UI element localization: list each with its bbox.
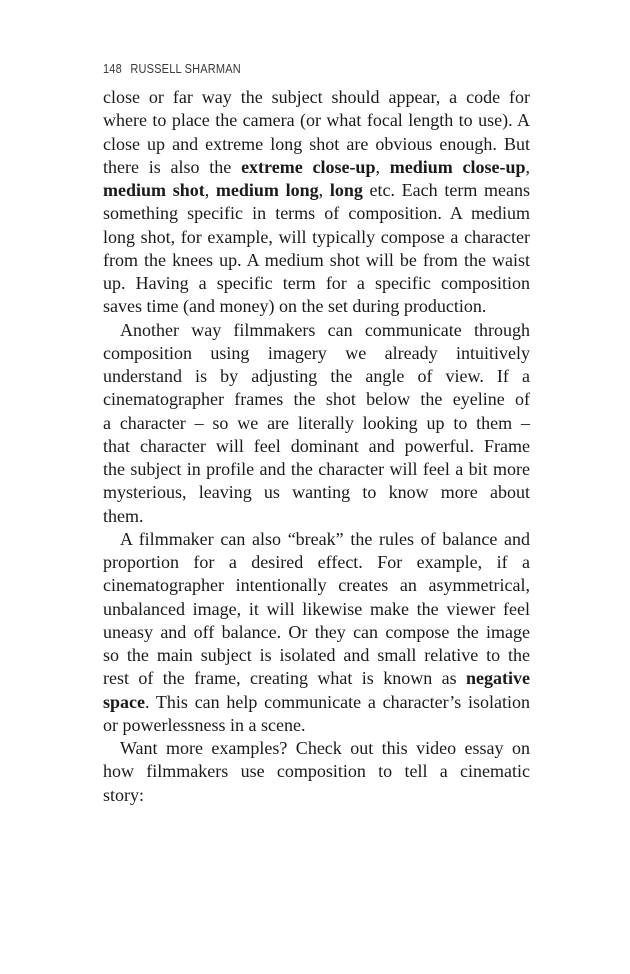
text-line: where to place the camera (or what focal length to use). A: [103, 110, 530, 131]
text-line: A filmmaker can also “break” the rules of balance and: [120, 528, 530, 549]
text-line: medium shot, medium long, long etc. Each term means: [103, 180, 531, 200]
text-line: space. This can help communicate a character’s isolation: [103, 691, 530, 712]
text-line: up. Having a specific term for a specific composition: [103, 273, 530, 293]
text-line: a character – so we are literally looking up to them –: [103, 412, 530, 433]
text-line: cinematographer frames the shot below the eyeline of: [103, 389, 530, 410]
text-line: there is also the extreme close-up, medium close-up,: [103, 156, 531, 177]
text-line: saves time (and money) on the set during production.: [103, 296, 487, 317]
author-name: RUSSELL SHARMAN: [130, 62, 241, 76]
text-line: them.: [103, 505, 144, 526]
text-line: cinematographer intentionally creates an asymmetrical,: [103, 575, 530, 596]
page-number: 148: [103, 62, 122, 76]
text-line: story:: [103, 784, 145, 805]
text-line: understand is by adjusting the angle of view. If a: [103, 366, 530, 386]
text-line: something specific in terms of composition. A medium: [103, 203, 530, 224]
text-line: that character will feel dominant and powerful. Frame: [103, 435, 530, 456]
paragraph: [103, 737, 530, 807]
paragraph: [103, 86, 530, 319]
paragraph: [103, 319, 530, 528]
text-line: the subject in profile and the character will feel a bit more: [103, 459, 530, 479]
text-line: or powerlessness in a scene.: [103, 714, 306, 735]
text-line: close up and extreme long shot are obvious enough. But: [103, 133, 530, 154]
text-line: how filmmakers use composition to tell a cinematic: [103, 761, 530, 782]
text-line: proportion for a desired effect. For example, if a: [103, 552, 530, 572]
text-line: close or far way the subject should appear, a code for: [103, 87, 530, 107]
text-line: long shot, for example, will typically compose a character: [103, 226, 530, 247]
text-line: rest of the frame, creating what is known as negative: [103, 668, 530, 689]
text-line: mysterious, leaving us wanting to know more about: [103, 482, 530, 503]
text-line: Want more examples? Check out this video essay on: [120, 738, 530, 758]
body-text: [103, 86, 530, 807]
text-line: composition using imagery we already intuitively: [103, 342, 530, 363]
text-line: Another way filmmakers can communicate through: [120, 319, 530, 340]
running-head: [103, 62, 241, 76]
paragraph: [103, 528, 530, 737]
text-line: uneasy and off balance. Or they can compose the image: [103, 621, 530, 642]
text-line: unbalanced image, it will likewise make the viewer feel: [103, 598, 530, 619]
text-line: so the main subject is isolated and small relative to the: [103, 645, 530, 665]
text-line: from the knees up. A medium shot will be from the waist: [103, 249, 530, 270]
